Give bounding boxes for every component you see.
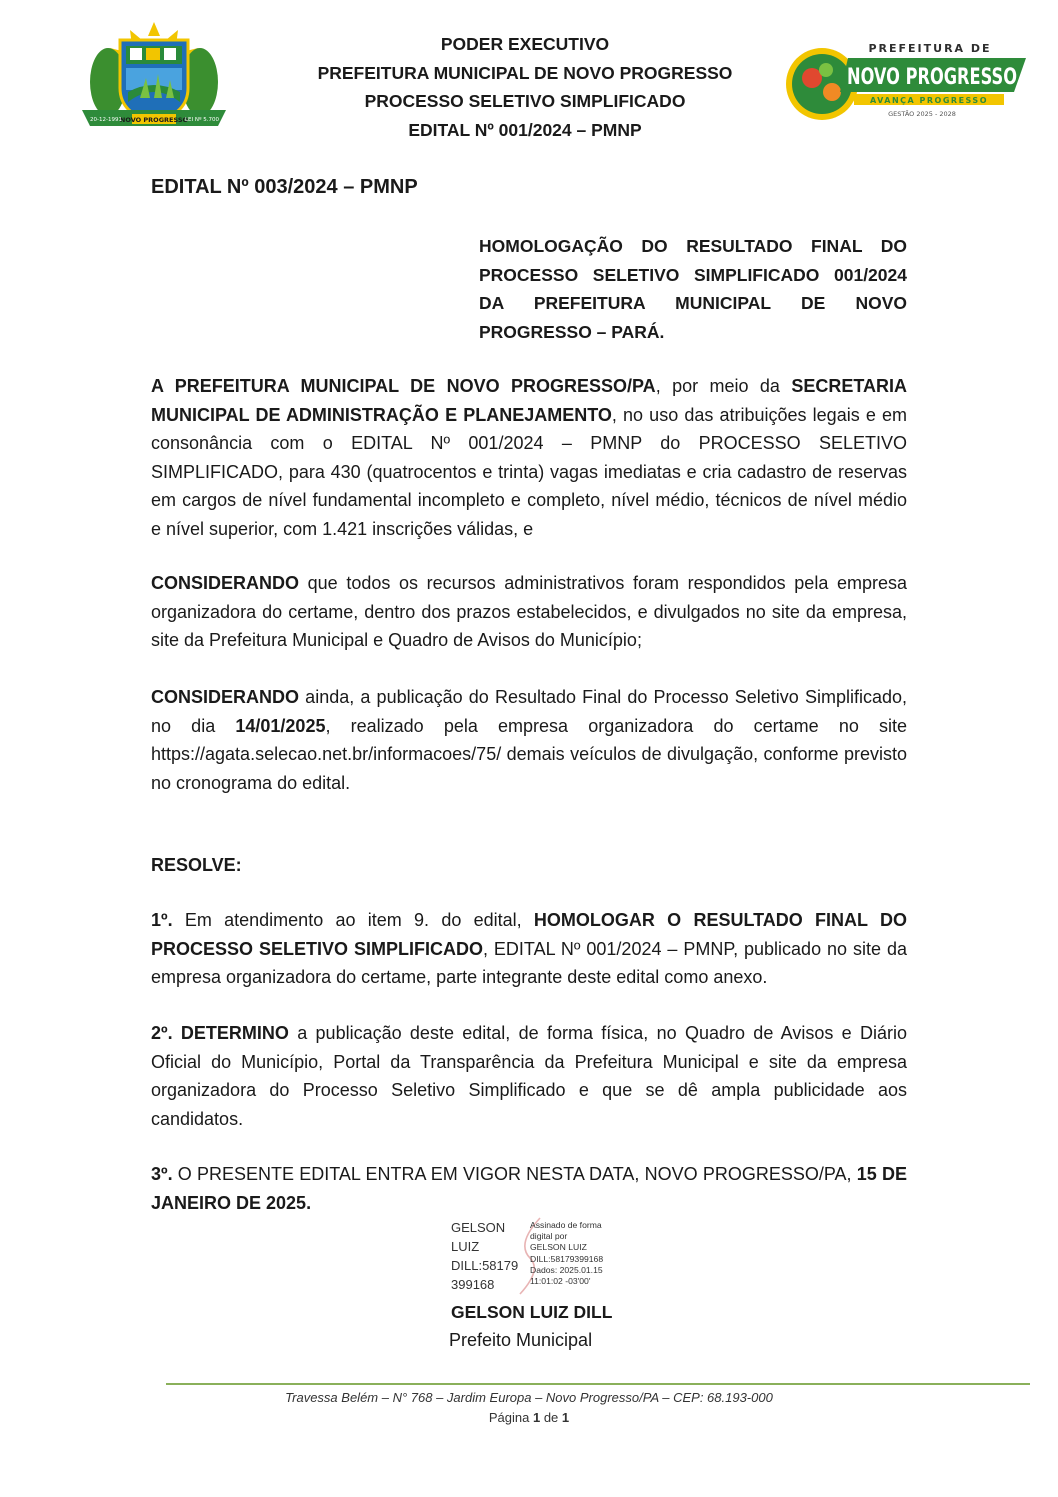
page-current: 1 (532, 1410, 541, 1425)
header-line: PROCESSO SELETIVO SIMPLIFICADO (364, 91, 686, 111)
signature-detail-line: GELSON LUIZ (530, 1242, 587, 1253)
signature-detail-line: Assinado de forma (530, 1220, 602, 1230)
considerando-text: , realizado pela empresa organizadora do certame no site https://agata.selecao.net.br/informacoes/75/ demais veículos de divulgação, conforme previsto no cronograma do edital. (151, 715, 908, 793)
considerando-paragraph (151, 683, 907, 797)
considerando-label: CONSIDERANDO (151, 687, 300, 707)
signature-line: LUIZ (451, 1239, 480, 1254)
digital-signature-details (530, 1220, 622, 1287)
article-bold-text: HOMOLOGAR O RESULTADO FINAL DO PROCESSO SELETIVO SIMPLIFICADO (151, 910, 907, 959)
logo-top-text: PREFEITURA DE (868, 42, 992, 55)
article-text: , EDITAL Nº 001/2024 – PMNP, publicado no site da empresa organizadora do certame, parte integrante deste edital como anexo. (151, 938, 907, 988)
signature-detail-line: 11:01:02 -03'00' (530, 1276, 591, 1287)
footer-divider (166, 1383, 1030, 1385)
article-number: 2º. DETERMINO (151, 1023, 289, 1043)
resolve-heading (151, 851, 907, 880)
crest-law-text: LEI Nº 5.700 (184, 117, 220, 123)
considerando-text: ainda, a publicação do Resultado Final do Processo Seletivo Simplificado, no dia (151, 687, 907, 736)
intro-text: , por meio da (655, 376, 792, 396)
page-label: Página (488, 1410, 530, 1425)
edital-title: EDITAL Nº 003/2024 – PMNP (151, 176, 418, 198)
intro-paragraph (151, 372, 907, 544)
signature-line: GELSON (451, 1220, 506, 1235)
signer-name: GELSON LUIZ DILL (451, 1302, 613, 1322)
header-line: EDITAL Nº 001/2024 – PMNP (408, 119, 642, 140)
prefeitura-novo-progresso-logo (782, 38, 1032, 124)
municipal-crest-logo (80, 22, 228, 130)
article-3-paragraph (151, 1160, 907, 1217)
article-date: 15 DE JANEIRO DE 2025. (151, 1164, 908, 1213)
page-total: 1 (561, 1410, 570, 1425)
footer-address: Travessa Belém – N° 768 – Jardim Europa – Novo Progresso/PA – CEP: 68.193-000 (285, 1390, 773, 1405)
header-line: PREFEITURA MUNICIPAL DE NOVO PROGRESSO (317, 62, 733, 83)
signer-role: Prefeito Municipal (449, 1330, 593, 1350)
logo-main-text: NOVO PROGRESSO (847, 65, 1017, 90)
intro-bold-entity: A PREFEITURA MUNICIPAL DE NOVO PROGRESSO/PA (151, 376, 656, 396)
considerando-label: CONSIDERANDO (151, 573, 300, 593)
signature-detail-line: DILL:58179399168 (530, 1253, 604, 1264)
considerando-paragraph (151, 569, 907, 655)
article-number: 3º. (151, 1164, 173, 1184)
edital-ementa: HOMOLOGAÇÃO DO RESULTADO FINAL DO PROCESSO SELETIVO SIMPLIFICADO 001/2024 DA PREFEITURA MUNICIPAL DE NOVO PROGRESSO – PARÁ. (479, 236, 907, 343)
page-of: de (543, 1410, 559, 1425)
article-number: 1º. (151, 910, 173, 930)
page-number (0, 1410, 1058, 1425)
considerando-date: 14/01/2025 (235, 715, 326, 736)
article-1-paragraph (151, 906, 907, 992)
signature-line: DILL:58179 (451, 1258, 519, 1273)
crest-ribbon-text: NOVO PROGRESSO (119, 116, 189, 124)
article-text: O PRESENTE EDITAL ENTRA EM VIGOR NESTA DATA, NOVO PROGRESSO/PA, (172, 1164, 857, 1184)
crest-date-text: 20-12-1991 (90, 117, 122, 123)
article-text: a publicação deste edital, de forma física, no Quadro de Avisos e Diário Oficial do Município, Portal da Transparência da Prefeitura Municipal e site da empresa organizadora do Processo Seletivo Simplificado e que se dê ampla publicidade aos candidatos. (151, 1023, 907, 1129)
signature-line: 399168 (451, 1277, 495, 1292)
header-line: PODER EXECUTIVO (440, 34, 610, 54)
signature-detail-line: Dados: 2025.01.15 (530, 1264, 603, 1275)
logo-gestao-text: GESTÃO 2025 - 2028 (888, 110, 956, 118)
logo-tagline-text: AVANÇA PROGRESSO (869, 96, 989, 105)
document-header (300, 30, 750, 144)
signature-detail-line: digital por (530, 1231, 568, 1242)
intro-text: , no uso das atribuições legais e em consonância com o EDITAL Nº 001/2024 – PMNP do PROCESSO SELETIVO SIMPLIFICADO, para 430 (quatrocentos e trinta) vagas imediatas e cria cadastro de reservas em cargos de nível fundamental incompleto e completo, nível médio, técnicos de nível médio e nível superior, com 1.421 inscrições válidas, e (151, 404, 907, 539)
intro-bold-secretaria: SECRETARIA MUNICIPAL DE ADMINISTRAÇÃO E PLANEJAMENTO (151, 376, 908, 425)
article-text: Em atendimento ao item 9. do edital, (172, 910, 534, 930)
resolve-label: RESOLVE: (151, 855, 242, 875)
article-2-paragraph (151, 1019, 907, 1133)
considerando-text: que todos os recursos administrativos foram respondidos pela empresa organizadora do certame, dentro dos prazos estabelecidos, e divulgados no site da empresa, site da Prefeitura Municipal e Quadro de Avisos do Município; (151, 573, 907, 651)
